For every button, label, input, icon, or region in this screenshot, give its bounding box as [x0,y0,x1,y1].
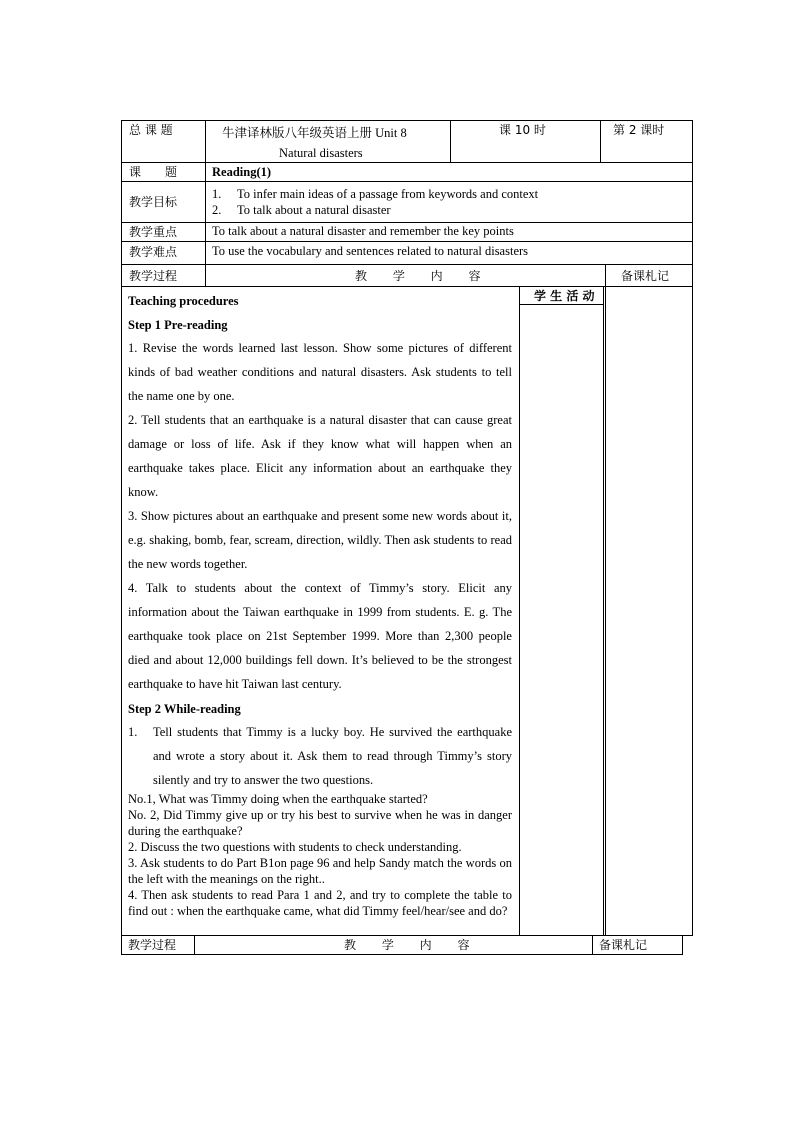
step2-content [128,791,512,919]
objective-item: To infer main ideas of a passage from keywords and context [237,187,539,201]
step2-item: No. 2, Did Timmy give up or try his best to survive when he was in danger during the earthquake? [128,808,512,838]
step2-first-item [128,720,512,792]
total-topic-value-line1: 牛津译林版八年级英语上册 Unit 8 [222,126,407,140]
step2-item: 2. Discuss the two questions with students to check understanding. [128,840,462,854]
footer-process-label: 教学过程 [128,938,177,952]
step2-item: No.1, What was Timmy doing when the earthquake started? [128,792,428,806]
step1-item: 2. Tell students that an earthquake is a natural disaster that can cause great damage or loss of life. Ask if they know what will happen when an earthquake takes place. Elicit any information about an earthquake they know. [128,413,512,499]
notes-label: 备课札记 [621,269,670,283]
student-activity-label: 学 生 活 动 [534,289,595,303]
key-points-label: 教学重点 [129,225,178,239]
step2-item: 4. Then ask students to read Para 1 and 2, and try to complete the table to find out : when the earthquake came, what did Timmy feel/hear/see and do? [128,888,512,918]
topic-value: Reading(1) [212,165,272,179]
step1-item: 3. Show pictures about an earthquake and present some new words about it, e.g. shaking, bomb, fear, scream, direction, wildly. Then ask students to read the new words together. [128,509,512,571]
topic-label: 课 题 [129,165,178,179]
difficulties-value: To use the vocabulary and sentences related to natural disasters [212,244,529,258]
objective-num: 2. [212,203,222,217]
key-points-value: To talk about a natural disaster and remember the key points [212,224,514,238]
total-topic-value-line2: Natural disasters [279,146,363,160]
step1-item: 1. Revise the words learned last lesson. Show some pictures of different kinds of bad weather conditions and natural disasters. Ask students to tell the name one by one. [128,341,512,403]
step1-content [128,336,512,696]
footer-notes-label: 备课札记 [599,938,648,952]
procedures-heading: Teaching procedures [128,294,239,308]
content-label: 教 学 内 容 [355,269,492,283]
step1-item: 4. Talk to students about the context of Timmy’s story. Elicit any information about the Taiwan earthquake in 1999 from students. E. g. The earthquake took place on 21st September 1999. More than 2,300 people died and about 12,000 buildings fell down. It’s believed to be the strongest earthquake to have hit Taiwan last century. [128,581,512,691]
step2-item: 3. Ask students to do Part B1on page 96 and help Sandy match the words on the left with the meanings on the right.. [128,856,512,886]
step2-first-text: Tell students that Timmy is a lucky boy. He survived the earthquake and wrote a story about it. Ask them to read through Timmy’s story silently and try to answer the two questions. [153,725,512,787]
process-label: 教学过程 [129,269,178,283]
objective-num: 1. [212,187,222,201]
objectives-label: 教学目标 [129,195,178,209]
step2-title: Step 2 While-reading [128,702,241,716]
lesson-number: 第 2 课时 [613,123,665,137]
total-topic-label: 总 课 题 [129,123,173,137]
difficulties-label: 教学难点 [129,245,178,259]
step1-title: Step 1 Pre-reading [128,318,228,332]
objective-item: To talk about a natural disaster [237,203,391,217]
step2-first-num: 1. [128,725,138,739]
footer-content-label: 教 学 内 容 [344,938,481,952]
hours-count: 课 10 时 [499,123,546,137]
